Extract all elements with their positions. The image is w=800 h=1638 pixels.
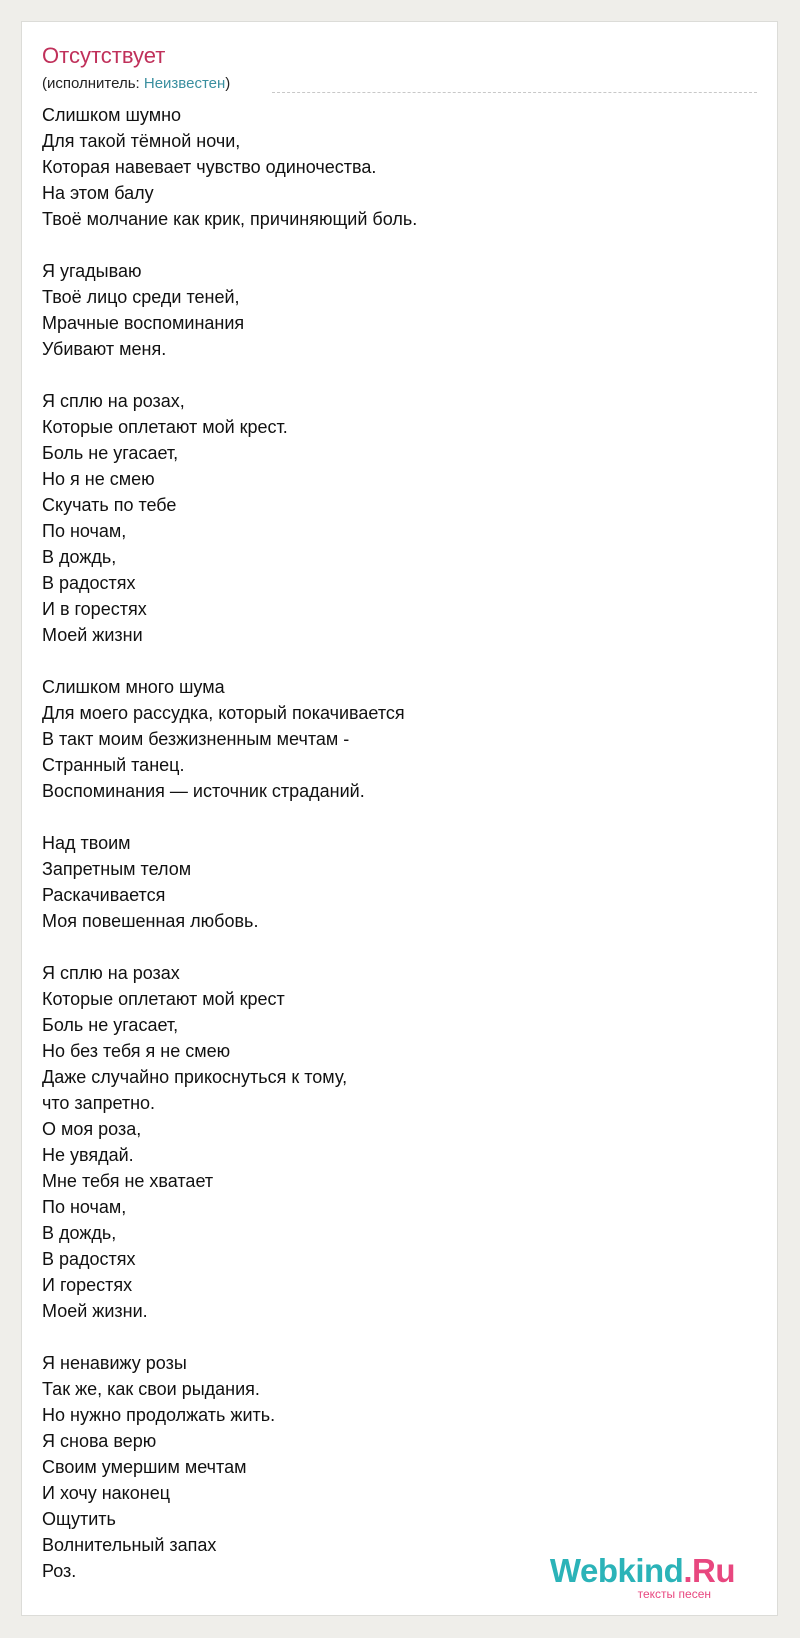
lyric-line: Слишком много шума [42,677,225,697]
lyric-line: Своим умершим мечтам [42,1457,247,1477]
lyric-line: О моя роза, [42,1119,142,1139]
artist-link[interactable]: Неизвестен [143,75,226,92]
lyric-line: По ночам, [42,1197,127,1217]
logo-tld: .Ru [683,1552,735,1589]
header-divider [272,92,757,93]
lyric-line: Я снова верю [42,1431,157,1451]
lyric-line: Боль не угасает, [42,1015,179,1035]
stanza-break [42,648,742,674]
lyric-line: Я сплю на розах, [42,391,185,411]
lyric-line: Но нужно продолжать жить. [42,1405,276,1425]
lyric-line: Твоё молчание как крик, причиняющий боль. [42,209,418,229]
lyric-line: В дождь, [42,547,117,567]
lyric-line: И в горестях [42,599,147,619]
lyrics-card [21,21,778,1616]
lyric-line: Моей жизни. [42,1301,148,1321]
lyric-line: Моя повешенная любовь. [42,911,259,931]
lyric-line: Для такой тёмной ночи, [42,131,241,151]
lyric-line: В радостях [42,573,136,593]
lyric-line: По ночам, [42,521,127,541]
song-title: Отсутствует [42,43,166,68]
lyric-line: В дождь, [42,1223,117,1243]
logo-wordmark [550,1553,735,1589]
artist-prefix: (исполнитель: [42,75,144,92]
lyric-line: Странный танец. [42,755,185,775]
stanza-break [42,934,742,960]
stanza-break [42,362,742,388]
lyric-line: Волнительный запах [42,1535,217,1555]
lyric-line: Над твоим [42,833,131,853]
stanza-break [42,232,742,258]
lyric-line: Но без тебя я не смею [42,1041,231,1061]
lyric-line: Которая навевает чувство одиночества. [42,157,377,177]
lyric-line: В такт моим безжизненным мечтам - [42,729,350,749]
lyric-line: И горестях [42,1275,133,1295]
lyric-line: Так же, как свои рыдания. [42,1379,260,1399]
lyric-line: На этом балу [42,183,154,203]
artist-suffix: ) [225,75,231,92]
lyric-line: Которые оплетают мой крест. [42,417,288,437]
stanza-break [42,1324,742,1350]
lyric-line: Для моего рассудка, который покачивается [42,703,405,723]
lyric-line: Роз. [42,1561,77,1581]
lyric-line: Убивают меня. [42,339,167,359]
lyric-line: И хочу наконец [42,1483,171,1503]
lyric-line: В радостях [42,1249,136,1269]
artist-line [42,74,230,94]
lyrics-text [42,102,742,1584]
lyric-line: Слишком шумно [42,105,182,125]
lyric-line: Не увядай. [42,1145,134,1165]
lyric-line: Ощутить [42,1509,116,1529]
lyric-line: Которые оплетают мой крест [42,989,285,1009]
lyric-line: Но я не смею [42,469,155,489]
lyric-line: что запретно. [42,1093,156,1113]
lyric-line: Моей жизни [42,625,143,645]
stanza-break [42,804,742,830]
lyric-line: Я угадываю [42,261,142,281]
lyric-line: Даже случайно прикоснуться к тому, [42,1067,348,1087]
lyric-line: Раскачивается [42,885,166,905]
lyric-line: Воспоминания — источник страданий. [42,781,365,801]
logo-tagline: тексты песен [637,1587,711,1601]
lyric-line: Боль не угасает, [42,443,179,463]
site-logo[interactable] [549,1552,735,1601]
lyric-line: Скучать по тебе [42,495,177,515]
lyric-line: Я ненавижу розы [42,1353,187,1373]
lyric-line: Твоё лицо среди теней, [42,287,240,307]
lyric-line: Мне тебя не хватает [42,1171,214,1191]
lyric-line: Я сплю на розах [42,963,180,983]
lyric-line: Мрачные воспоминания [42,313,245,333]
lyric-line: Запретным телом [42,859,192,879]
logo-word: Webkind [549,1552,684,1589]
